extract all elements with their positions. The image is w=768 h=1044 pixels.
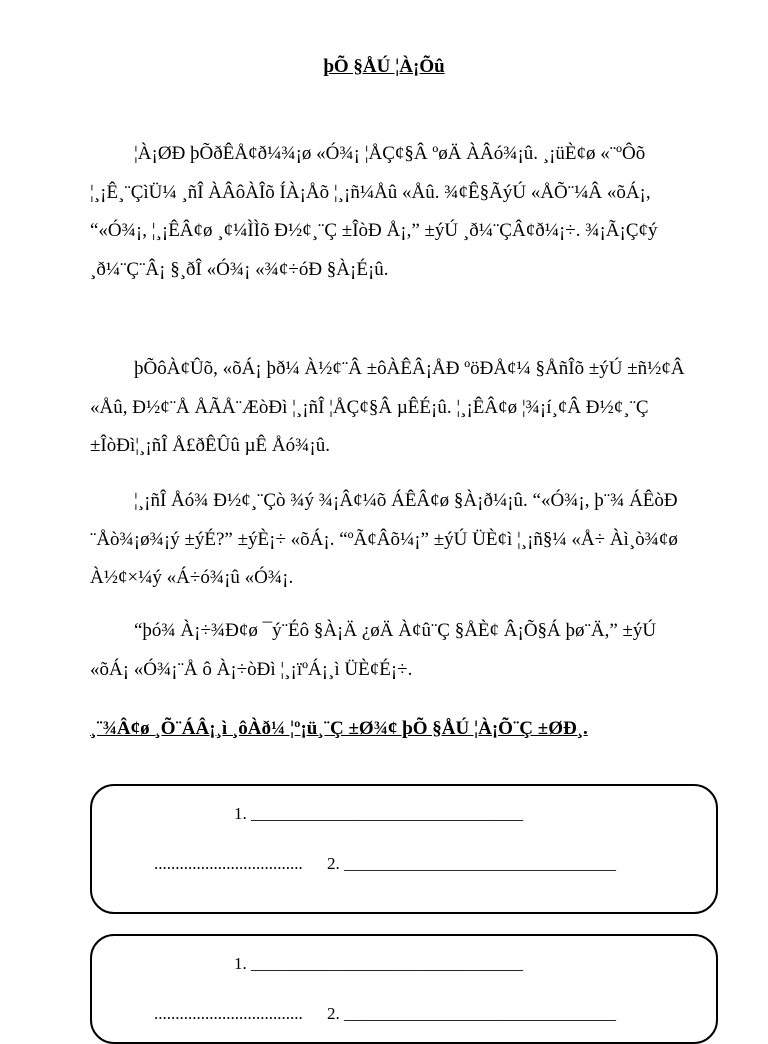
dotted-blank[interactable]: ................................... [154, 1004, 303, 1023]
answer-number: 2. [327, 854, 340, 873]
answer-blank[interactable]: ________________________________ [251, 804, 523, 823]
answer-box-2 [90, 934, 718, 1044]
answer-blank[interactable]: ________________________________ [344, 1004, 616, 1023]
page-title: þÕ §ÅÚ ¦À¡Õû [323, 56, 445, 77]
question-instruction: ¸¨¾Â¢ø ¸Õ¨ÁÂ¡¸ì ¸ôÀð¼ ¦º¡ü¸¨Ç ±Ø¾¢ þÕ §ÅÚ ¦À¡Õ¨Ç ±ØÐ¸. [90, 718, 588, 739]
answer-number: 1. [234, 954, 247, 973]
answer-blank[interactable]: ________________________________ [251, 954, 523, 973]
answer-line-2 [154, 854, 616, 874]
answer-box-1 [90, 784, 718, 914]
paragraph-1: ¦À¡ØÐ þÕðÊÅ¢ð¼¾¡ø «Ó¾¡ ¦ÅÇ¢§Â ºøÄ ÀÂó¾¡û. ¸¡üÈ¢ø «¨ºÔõ ¦¸¡Ê¸¨ÇìÜ¼ ¸ñÎ ÀÂôÀÎõ ÍÀ¡Åõ ¦¸¡ñ¼Åû «Åû. ¾¢Ê§ÃýÚ «ÅÕ¨¼Â «õÁ¡, “«Ó¾¡, ¦¸¡ÊÂ¢ø ¸¢¼ÌÌõ Ð½¢¸¨Ç ±ÎòÐ Å¡,” ±ýÚ ¸ð¼¨ÇÂ¢ð¼¡÷. ¾¡Ã¡Ç¢ý ¸ð¼¨Ç¨Â¡ §¸ðÎ «Ó¾¡ «¾¢÷óÐ §À¡É¡û. [90, 143, 658, 280]
paragraph-3: ¦¸¡ñÎ Åó¾ Ð½¢¸¨Çò ¾ý ¾¡Â¢¼õ ÁÊÂ¢ø §À¡ð¼¡û. “«Ó¾¡, þ¨¾ ÁÊòÐ ¨Åò¾¡ø¾¡ý ±ýÉ?” ±ýÈ¡÷ «õÁ¡. “ºÃ¢Âõ¼¡” ±ýÚ ÜÈ¢ì ¦¸¡ñ§¼ «Å÷ Àì¸ò¾¢ø À½¢×¼ý «Á÷ó¾¡û «Ó¾¡. [90, 490, 678, 588]
paragraph-2: þÕôÀ¢Ûõ, «õÁ¡ þð¼ À½¢¨Â ±ôÀÊÂ¡ÅÐ ºöÐÅ¢¼ §ÅñÎõ ±ýÚ ±ñ½¢Â «Åû, Ð½¢¨Å ÅÃÅ¨ÆòÐì ¦¸¡ñÎ ¦ÅÇ¢§Â µÊÉ¡û. ¦¸¡ÊÂ¢ø ¦¾¡í¸¢Â Ð½¢¸¨Ç ±ÎòÐì¦¸¡ñÎ Å£ðÊÛû µÊ Åó¾¡û. [90, 358, 685, 456]
paragraph-4: “þó¾ À¡÷¾Ð¢ø ¯ý¨Éô §À¡Ä ¿øÄ À¢û¨Ç §ÅÈ¢ Â¡Õ§Á þø¨Ä,” ±ýÚ «õÁ¡ «Ó¾¡¨Å ô À¡÷òÐì ¦¸¡ïºÁ¡¸ì ÜÈ¢É¡÷. [90, 620, 657, 680]
answer-line-1 [234, 954, 523, 974]
answer-line-2 [154, 1004, 616, 1024]
answer-number: 2. [327, 1004, 340, 1023]
answer-number: 1. [234, 804, 247, 823]
answer-blank[interactable]: ________________________________ [344, 854, 616, 873]
answer-line-1 [234, 804, 523, 824]
dotted-blank[interactable]: ................................... [154, 854, 303, 873]
